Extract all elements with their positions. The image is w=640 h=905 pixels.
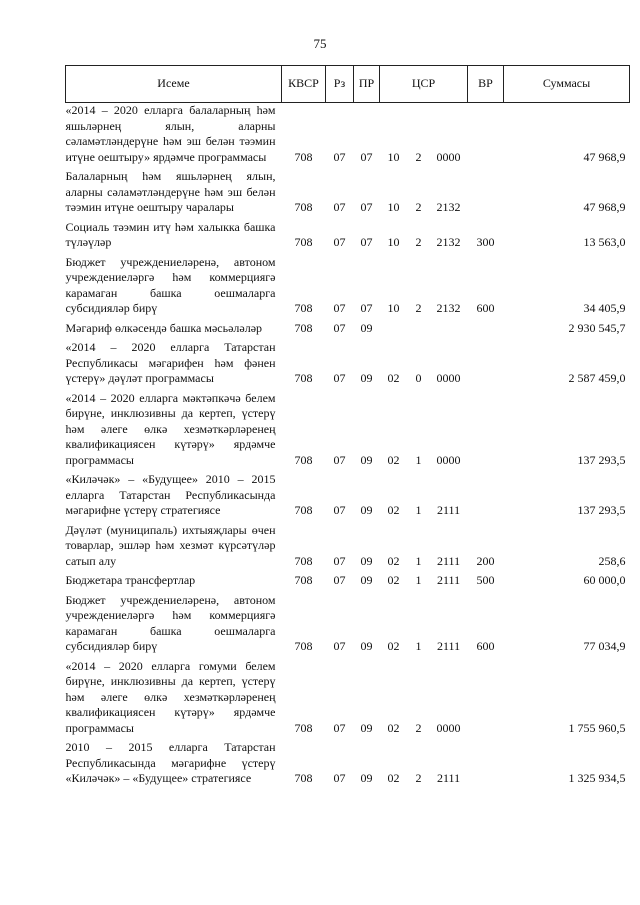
row-csr-subprogram: 2 [415,720,422,735]
row-csr-subprogram: 1 [415,573,422,587]
row-name: «2014 – 2020 елларга балаларның һәм яшьләрнең ялын, аларны сәламәтләндерүне һәм эш белән тәэмин итүне оештыру» ярдәмче программасы [65,103,276,164]
header-sum: Суммасы [504,66,630,103]
row-vr [468,169,504,220]
row-csr-direction: 2111 [436,503,461,517]
row-sum: 60 000,0 [583,573,626,587]
row-sum: 77 034,9 [583,639,626,653]
row-csr-direction: 0000 [436,452,461,467]
row-csr-direction: 2111 [436,771,461,785]
row-pr: 09 [360,573,373,587]
header-rz: Рз [326,66,354,103]
row-csr-subprogram: 2 [415,771,422,785]
row-csr-subprogram: 2 [415,200,422,214]
row-kvsr: 708 [294,235,313,249]
header-kvsr: КВСР [282,66,326,103]
row-pr: 07 [360,200,373,214]
row-vr [468,103,504,170]
table-row [66,391,630,473]
row-rz: 07 [333,200,346,214]
row-kvsr: 708 [294,371,313,385]
row-csr-subprogram: 0 [415,371,422,385]
row-pr: 09 [360,503,373,517]
row-csr-program: 10 [387,149,400,164]
row-csr-subprogram: 1 [415,452,422,467]
row-pr: 09 [360,320,373,335]
row-pr: 09 [360,452,373,467]
row-rz: 07 [333,553,346,568]
row-name: «2014 – 2020 елларга мәктәпкәчә белем бирүне, инклюзивны да кертеп, үстерү һәм әлеге өлкә хезмәткәрләренең квалификациясен күтәрү» ярдәмче программасы [65,390,276,467]
row-vr [468,740,504,791]
row-vr [468,391,504,473]
row-name: «2014 – 2020 елларга гомуми белем бирүне, инклюзивны да кертеп, үстерү һәм әлеге өлкә хезмәткәрләренең квалификациясен күтәрү» ярдәмче программасы [65,658,276,735]
row-sum: 1 755 960,5 [568,720,626,735]
row-kvsr: 708 [294,301,313,315]
row-rz: 07 [333,503,346,517]
row-pr: 09 [360,553,373,568]
row-name: Бюджет учреждениеләренә, автоном учреждениеләргә һәм коммерциягә карамаган башка оешмаларга субсидияләр бирү [65,592,276,653]
row-pr: 07 [360,235,373,249]
row-csr-subprogram: 2 [415,149,422,164]
row-csr-subprogram: 1 [415,553,422,568]
row-name: «Киләчәк» – «Будущее» 2010 – 2015 елларга Татарстан Республикасында мәгарифне үстерү стратегиясе [65,472,276,517]
row-kvsr: 708 [294,573,313,587]
row-sum: 47 968,9 [583,149,626,164]
table-row [66,255,630,321]
row-vr: 600 [476,301,495,315]
row-vr [468,472,504,523]
row-csr-program: 02 [387,503,400,517]
row-csr-program: 02 [387,371,400,385]
row-sum: 2 587 459,0 [568,371,626,385]
row-kvsr: 708 [294,452,313,467]
row-kvsr: 708 [294,720,313,735]
row-csr-direction: 2111 [436,573,461,587]
row-name: Бюджет учреждениеләренә, автоном учреждениеләргә һәм коммерциягә карамаган башка оешмаларга субсидияләр бирү [65,254,276,315]
table-row [66,169,630,220]
row-rz: 07 [333,573,346,587]
row-pr: 09 [360,771,373,785]
row-vr [468,340,504,391]
row-rz: 07 [333,720,346,735]
header-name: Исеме [66,66,282,103]
row-vr: 600 [476,639,495,653]
row-kvsr: 708 [294,771,313,785]
row-csr-program: 10 [387,235,400,249]
row-pr: 09 [360,371,373,385]
row-csr-program: 10 [387,301,400,315]
row-rz: 07 [333,320,346,335]
row-csr-program: 10 [387,200,400,214]
row-csr-direction: 2132 [436,235,461,249]
row-sum: 13 563,0 [583,235,626,249]
row-csr-direction [430,321,468,341]
row-csr-program: 02 [387,720,400,735]
row-csr-direction: 2111 [436,639,461,653]
row-csr-direction: 2132 [436,200,461,214]
row-csr-program [380,321,408,341]
row-pr: 07 [360,301,373,315]
row-kvsr: 708 [294,149,313,164]
row-csr-program: 02 [387,573,400,587]
row-rz: 07 [333,149,346,164]
row-rz: 07 [333,639,346,653]
row-csr-direction: 2111 [436,553,461,568]
row-name: 2010 – 2015 елларга Татарстан Республикасында мәгарифне үстерү «Киләчәк» – «Будущее» стратегиясе [65,740,276,785]
header-csr: ЦСР [380,66,468,103]
row-name: Бюджетара трансфертлар [65,573,196,587]
row-kvsr: 708 [294,639,313,653]
row-kvsr: 708 [294,503,313,517]
row-csr-subprogram: 1 [415,503,422,517]
table-row [66,340,630,391]
header-pr: ПР [354,66,380,103]
table-row [66,523,630,574]
row-name: Балаларның һәм яшьләрнең ялын, аларны сәламәтләндерүне һәм эш белән тәэмин итүне оештыру чаралары [65,169,276,214]
row-vr [468,321,504,341]
row-csr-subprogram: 2 [415,301,422,315]
row-csr-program: 02 [387,771,400,785]
table-row [66,659,630,741]
row-csr-direction: 0000 [436,720,461,735]
row-name: Дәүләт (муниципаль) ихтыяҗлары өчен товарлар, эшләр һәм хезмәт күрсәтүләр сатып алу [65,522,276,568]
row-kvsr: 708 [294,320,313,335]
row-sum: 47 968,9 [583,200,626,214]
row-vr: 500 [476,573,495,587]
row-csr-subprogram: 1 [415,639,422,653]
row-csr-program: 02 [387,639,400,653]
row-csr-program: 02 [387,553,400,568]
row-vr: 300 [476,235,495,249]
row-sum: 1 325 934,5 [568,771,626,785]
row-vr: 200 [476,553,495,568]
row-sum: 2 930 545,7 [568,320,626,335]
row-pr: 09 [360,720,373,735]
table-row [66,220,630,255]
row-csr-direction: 2132 [436,301,461,315]
row-sum: 258,6 [598,553,626,568]
header-vr: ВР [468,66,504,103]
row-csr-subprogram: 2 [415,235,422,249]
table-row [66,573,630,593]
row-rz: 07 [333,235,346,249]
row-rz: 07 [333,371,346,385]
table-row [66,740,630,791]
table-header-row [66,66,630,103]
table-row [66,103,630,170]
row-rz: 07 [333,452,346,467]
row-csr-program: 02 [387,452,400,467]
row-kvsr: 708 [294,553,313,568]
row-csr-direction: 0000 [436,371,461,385]
row-sum: 34 405,9 [583,301,626,315]
row-rz: 07 [333,301,346,315]
row-kvsr: 708 [294,200,313,214]
row-sum: 137 293,5 [577,503,626,517]
budget-table [65,65,630,791]
row-name: «2014 – 2020 елларга Татарстан Республикасы мәгарифен һәм фәнен үстерү» дәүләт программасы [65,340,276,385]
page-number: 75 [313,36,327,51]
row-name: Социаль тәэмин итү һәм халыкка башка түләүләр [65,219,276,249]
row-rz: 07 [333,771,346,785]
row-csr-subprogram [408,321,430,341]
table-row [66,321,630,341]
row-pr: 07 [360,149,373,164]
table-row [66,472,630,523]
row-sum: 137 293,5 [577,452,626,467]
table-row [66,593,630,659]
row-name: Мәгариф өлкәсендә башка мәсьәләләр [65,320,263,335]
row-csr-direction: 0000 [436,149,461,164]
row-pr: 09 [360,639,373,653]
row-vr [468,659,504,741]
